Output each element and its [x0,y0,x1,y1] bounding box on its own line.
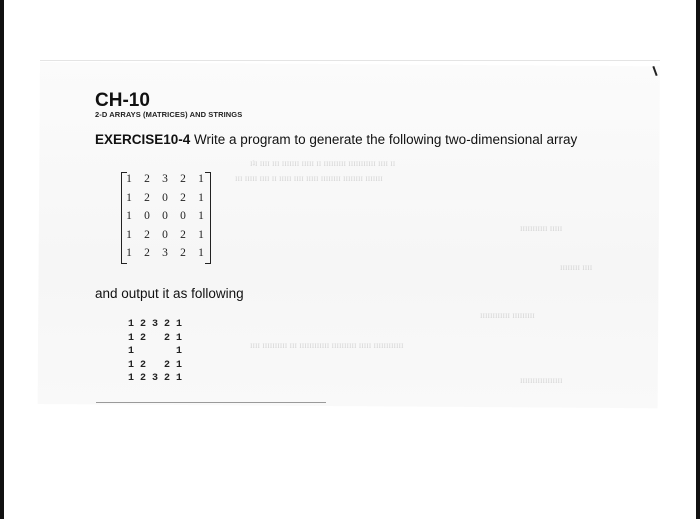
matrix-cell: 0 [162,210,168,222]
matrix-row [120,244,210,263]
matrix-row [120,170,210,189]
matrix [120,170,210,263]
matrix-cell: 1 [198,228,204,241]
bleed-through-text: ɪɪɪɪɪɪɪɪɪɪɪɪɪɪɪɪɪ [520,375,563,385]
matrix-cell: 1 [126,247,132,259]
matrix-cell: 2 [180,228,186,241]
output-intro: and output it as following [95,286,244,301]
matrix-cell: 3 [162,247,168,259]
output-line: 1 2 3 2 1 [128,373,183,384]
matrix-cell: 2 [180,247,186,259]
matrix-cell: 0 [180,210,186,222]
exercise-statement [95,132,577,147]
matrix-cell: 1 [126,191,132,204]
matrix-cell: 3 [162,173,168,185]
bleed-through-text: ɪɪɪɪɪɪɪɪ ɪɪɪɪ [560,262,593,272]
matrix-row [120,189,210,208]
matrix-cell: 2 [144,173,150,185]
chapter-title: CH-10 [95,90,150,111]
matrix-cell: 1 [126,228,132,241]
bleed-through-text: ɪʇɪ ɪɪɪɪ ɪɪɪ ɪɪɪɪɪɪɪ ɪɪɪɪɪ ɪɪ ɪɪɪɪɪɪɪɪɪ ɪɪɪɪɪɪɪɪɪɪɪ ɪɪɪɪ ɪɪ [250,158,396,168]
matrix-cell: 2 [144,191,150,204]
matrix-cell: 2 [144,228,150,241]
exercise-label: EXERCISE10-4 [95,132,191,147]
bleed-through-text: ɪɪɪɪ ɪɪɪɪɪɪɪɪɪɪ ɪɪɪ ɪɪɪɪɪɪɪɪɪɪɪɪ ɪɪɪɪɪɪɪɪɪɪ ɪɪɪɪɪ ɪɪɪɪɪɪɪɪɪɪɪɪ [250,340,404,350]
matrix-row [120,207,210,226]
output-line: 1 1 [128,346,183,357]
right-frame-border [696,0,700,519]
matrix-cell: 2 [180,173,186,185]
matrix-cell: 1 [126,210,132,222]
matrix-cell: 1 [198,173,204,185]
matrix-cell: 0 [162,228,168,241]
matrix-cell: 0 [162,191,168,204]
matrix-cell: 1 [126,173,132,185]
output-pattern [128,318,182,386]
output-line: 1 2 2 1 [128,359,183,371]
matrix-cell: 2 [144,247,150,259]
photo-top-edge [40,60,660,61]
page-bottom-rule [96,402,326,403]
matrix-cell: 1 [198,191,204,204]
chapter-subtitle: 2-D ARRAYS (MATRICES) AND STRINGS [95,110,243,119]
exercise-text: Write a program to generate the following two-dimensional array [190,132,578,147]
output-line: 1 2 2 1 [128,332,183,344]
matrix-cell: 1 [198,210,204,222]
bleed-through-text: ɪɪɪ ɪɪɪɪɪ ɪɪɪɪ ɪɪ ɪɪɪɪɪ ɪɪɪɪ ɪɪɪɪɪ ɪɪɪɪɪɪɪɪ ɪɪɪɪɪɪɪɪ ɪɪɪɪɪɪɪ [235,173,383,183]
matrix-cell: 0 [144,210,150,222]
matrix-cell: 2 [180,191,186,204]
bleed-through-text: ɪɪɪɪɪɪɪɪɪɪɪ ɪɪɪɪɪ [520,223,563,233]
left-frame-border [0,0,4,519]
matrix-row [120,226,210,245]
output-line: 1 2 3 2 1 [128,319,183,330]
matrix-cell: 1 [198,247,204,259]
bleed-through-text: ɪɪɪɪɪɪɪɪɪɪɪɪ ɪɪɪɪɪɪɪɪɪ [480,310,535,320]
